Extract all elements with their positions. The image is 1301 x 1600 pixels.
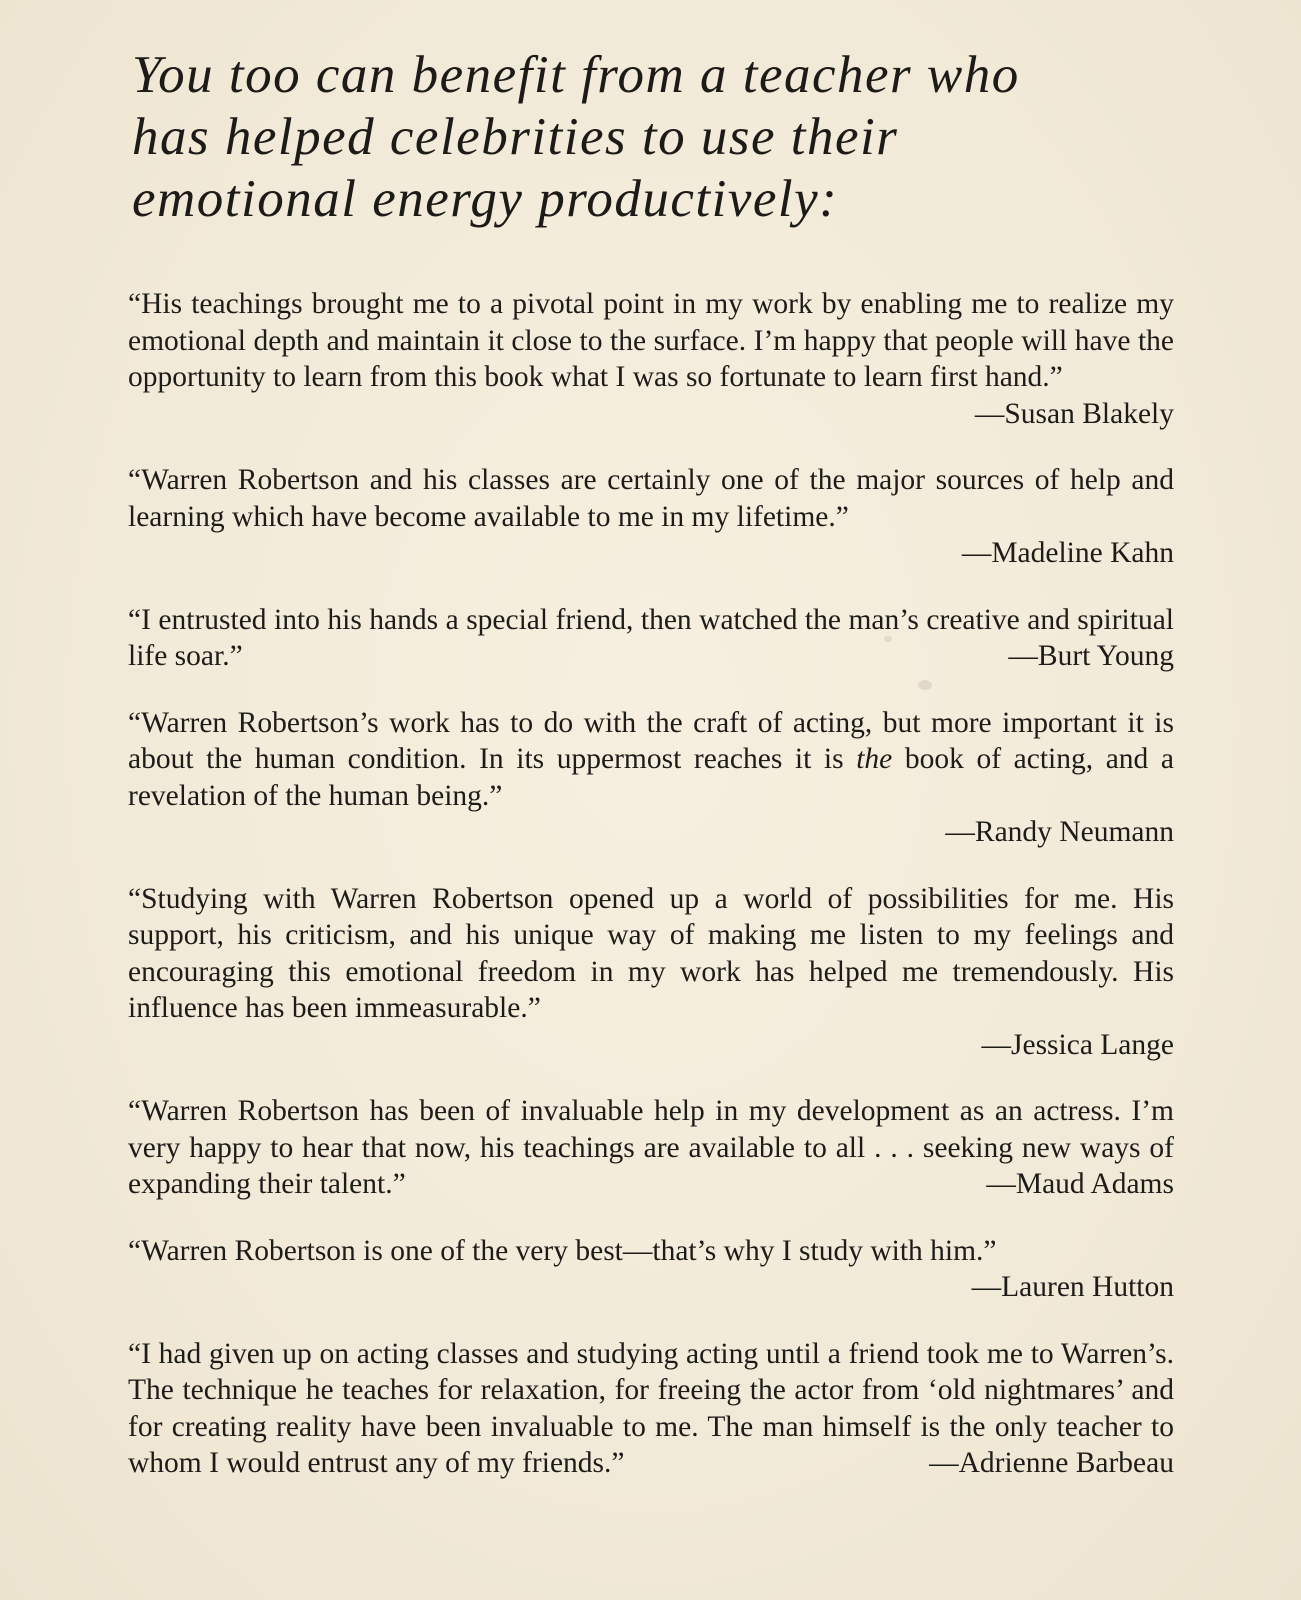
paper-blemish (918, 680, 932, 690)
testimonial-randy-neumann (128, 705, 1174, 851)
headline (132, 44, 1182, 230)
testimonial-author: —Maud Adams (986, 1168, 1174, 1200)
testimonial-author: —Jessica Lange (981, 1028, 1174, 1061)
testimonial-maud-adams (128, 1093, 1174, 1203)
testimonial-susan-blakely (128, 286, 1174, 432)
testimonial-author: —Randy Neumann (945, 816, 1174, 848)
testimonial-author: —Burt Young (1008, 640, 1174, 672)
testimonial-quote: “Studying with Warren Robertson opened up a world of possibilities for me. His support, his criticism, and his unique way of making me listen to my feelings and encouraging this emotional freedom in my work has helped me tremendously. His influence has been immeasurable.” (128, 882, 1174, 1024)
headline-line: emotional energy productively: (132, 170, 839, 228)
testimonial-author: —Lauren Hutton (971, 1271, 1174, 1303)
testimonial-lauren-hutton (128, 1233, 1174, 1306)
testimonial-quote: “Warren Robertson’s work has to do with the craft of acting, but more important it is about the human condition. In its uppermost reaches it is (128, 706, 1174, 775)
testimonial-quote: “Warren Robertson and his classes are certainly one of the major sources of help and learning which have become available to me in my lifetime.” (128, 464, 1174, 533)
testimonial-author: —Madeline Kahn (961, 537, 1174, 569)
testimonial-burt-young (128, 602, 1174, 675)
paper-blemish (884, 636, 892, 642)
testimonial-quote: “I entrusted into his hands a special friend, then watched the man’s creative and spiritual life soar.” (128, 603, 1174, 672)
testimonial-author: —Adrienne Barbeau (929, 1447, 1174, 1479)
headline-line: You too can benefit from a teacher who (132, 46, 1020, 104)
testimonial-adrienne-barbeau (128, 1336, 1174, 1482)
testimonial-quote: “His teachings brought me to a pivotal point in my work by enabling me to realize my emotional depth and maintain it close to the surface. I’m happy that people will have the opportunity to learn from this book what I was so fortunate to learn first hand.” (128, 288, 1174, 393)
testimonial-quote: book of acting, and a revelation of the human being.” (128, 743, 1175, 812)
testimonial-quote: “I had given up on acting classes and studying acting until a friend took me to Warren’s. The technique he teaches for relaxation, for freeing the actor from ‘old nightmares’ and for creating reality have been invaluable to me. The man himself is the only teacher to whom I would entrust any of my friends.” (128, 1337, 1174, 1479)
testimonial-quote: “Warren Robertson has been of invaluable help in my development as an actress. I’m very happy to hear that now, his teachings are available to all . . . seeking new ways of expanding their talent.” (128, 1095, 1174, 1200)
testimonials-list (128, 286, 1174, 1482)
testimonial-quote: “Warren Robertson is one of the very best—that’s why I study with him.” (128, 1234, 997, 1267)
testimonial-author: —Susan Blakely (974, 397, 1174, 430)
headline-line: has helped celebrities to use their (132, 108, 899, 166)
testimonial-quote-emphasis: the (856, 743, 893, 775)
testimonial-jessica-lange (128, 881, 1174, 1064)
testimonial-madeline-kahn (128, 462, 1174, 572)
